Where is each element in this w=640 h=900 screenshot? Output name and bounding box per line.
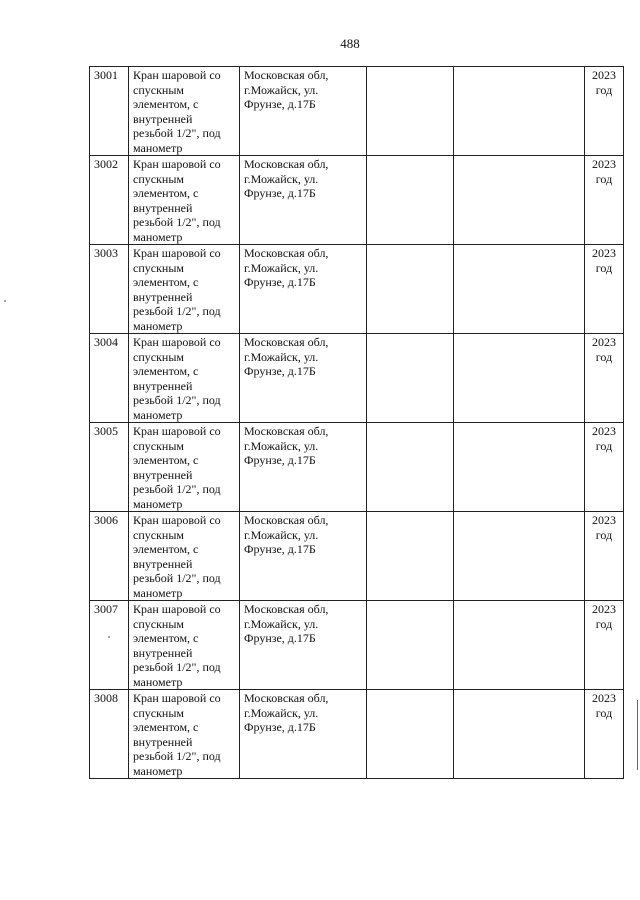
row-number: 3001 <box>90 67 129 156</box>
item-year: 2023 год <box>585 601 624 690</box>
empty-cell <box>367 334 454 423</box>
empty-cell <box>454 423 585 512</box>
item-year: 2023 год <box>585 690 624 779</box>
item-name: Кран шаровой со спускным элементом, с внутренней резьбой 1/2", под манометр <box>129 512 240 601</box>
table-row <box>90 512 624 601</box>
row-number: 3008 <box>90 690 129 779</box>
item-name: Кран шаровой со спускным элементом, с внутренней резьбой 1/2", под манометр <box>129 334 240 423</box>
item-address: Московская обл, г.Можайск, ул. Фрунзе, д.17Б <box>240 423 367 512</box>
item-address: Московская обл, г.Можайск, ул. Фрунзе, д.17Б <box>240 512 367 601</box>
item-address: Московская обл, г.Можайск, ул. Фрунзе, д.17Б <box>240 156 367 245</box>
item-address: Московская обл, г.Можайск, ул. Фрунзе, д.17Б <box>240 601 367 690</box>
item-name: Кран шаровой со спускным элементом, с внутренней резьбой 1/2", под манометр <box>129 601 240 690</box>
item-name: Кран шаровой со спускным элементом, с внутренней резьбой 1/2", под манометр <box>129 690 240 779</box>
row-number: 3002 <box>90 156 129 245</box>
item-name: Кран шаровой со спускным элементом, с внутренней резьбой 1/2", под манометр <box>129 67 240 156</box>
item-year: 2023 год <box>585 423 624 512</box>
table-row <box>90 156 624 245</box>
empty-cell <box>454 601 585 690</box>
empty-cell <box>454 156 585 245</box>
empty-cell <box>367 156 454 245</box>
row-number: 3007 <box>90 601 129 690</box>
item-name: Кран шаровой со спускным элементом, с внутренней резьбой 1/2", под манометр <box>129 423 240 512</box>
item-name: Кран шаровой со спускным элементом, с внутренней резьбой 1/2", под манометр <box>129 245 240 334</box>
row-number: 3003 <box>90 245 129 334</box>
empty-cell <box>367 67 454 156</box>
table-row <box>90 245 624 334</box>
table-row <box>90 67 624 156</box>
table-row <box>90 690 624 779</box>
empty-cell <box>367 512 454 601</box>
empty-cell <box>454 512 585 601</box>
item-year: 2023 год <box>585 156 624 245</box>
empty-cell <box>454 690 585 779</box>
empty-cell <box>367 245 454 334</box>
table-row <box>90 601 624 690</box>
item-year: 2023 год <box>585 67 624 156</box>
scan-speck <box>108 636 110 638</box>
item-year: 2023 год <box>585 334 624 423</box>
item-name: Кран шаровой со спускным элементом, с внутренней резьбой 1/2", под манометр <box>129 156 240 245</box>
row-number: 3005 <box>90 423 129 512</box>
empty-cell <box>367 690 454 779</box>
item-address: Московская обл, г.Можайск, ул. Фрунзе, д.17Б <box>240 334 367 423</box>
scan-speck <box>4 300 6 302</box>
item-address: Московская обл, г.Можайск, ул. Фрунзе, д.17Б <box>240 67 367 156</box>
empty-cell <box>367 601 454 690</box>
item-year: 2023 год <box>585 245 624 334</box>
scan-edge-mark <box>637 700 638 770</box>
item-address: Московская обл, г.Можайск, ул. Фрунзе, д.17Б <box>240 245 367 334</box>
table-row <box>90 334 624 423</box>
item-address: Московская обл, г.Можайск, ул. Фрунзе, д.17Б <box>240 690 367 779</box>
empty-cell <box>454 67 585 156</box>
table-body <box>90 67 624 779</box>
empty-cell <box>454 334 585 423</box>
empty-cell <box>454 245 585 334</box>
registry-table <box>89 66 624 779</box>
row-number: 3006 <box>90 512 129 601</box>
item-year: 2023 год <box>585 512 624 601</box>
row-number: 3004 <box>90 334 129 423</box>
empty-cell <box>367 423 454 512</box>
table-row <box>90 423 624 512</box>
page-number: 488 <box>340 36 360 51</box>
